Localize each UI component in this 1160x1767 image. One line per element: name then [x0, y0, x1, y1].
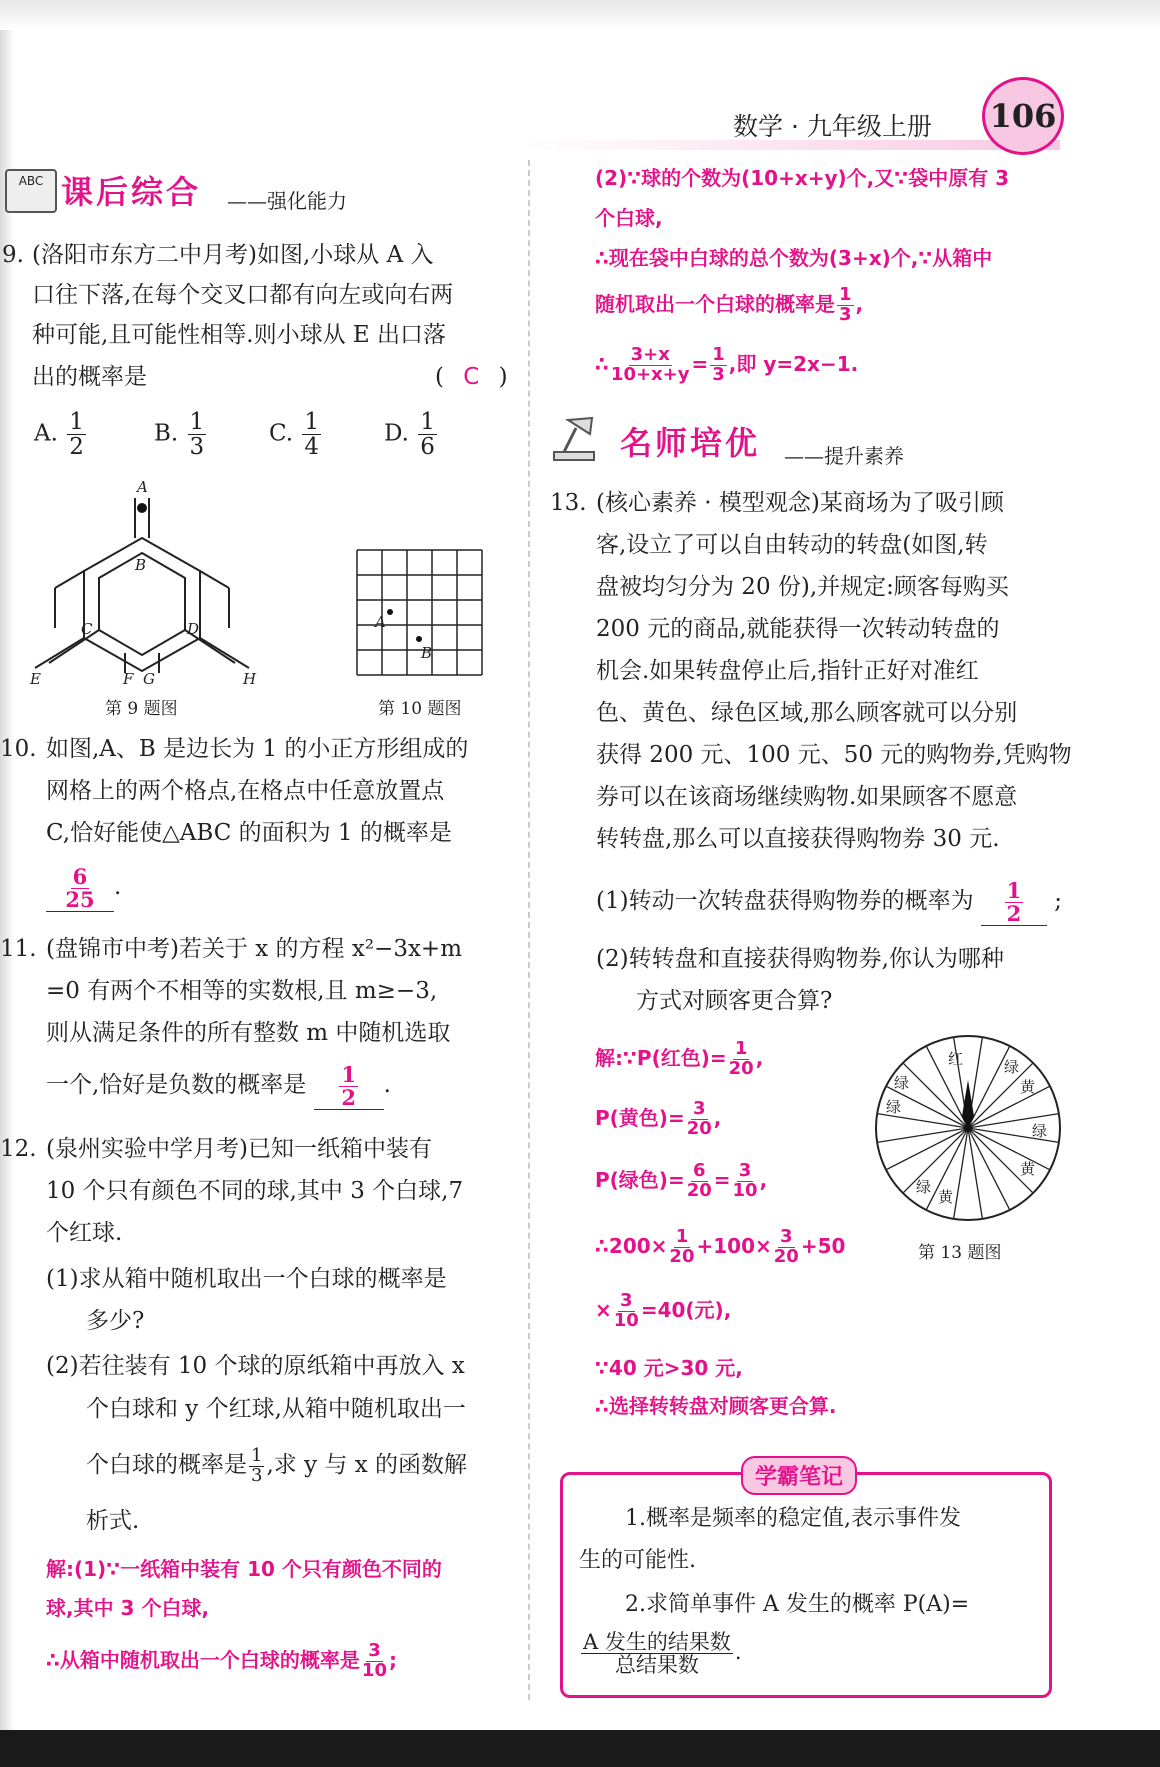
section-heading-2: [548, 412, 948, 468]
q9-label-f: F: [123, 670, 134, 688]
notes-line3: 2.求简单事件 A 发生的概率 P(A)=: [625, 1592, 970, 1617]
q13-caption: 第 13 题图: [918, 1243, 1002, 1263]
column-divider: [528, 160, 530, 1700]
q9-label-h: H: [243, 670, 257, 688]
notes-line2: 生的可能性.: [579, 1548, 696, 1573]
q12-part2-a: (2)若往装有 10 个球的原纸箱中再放入 x: [46, 1353, 465, 1379]
q11-line2: =0 有两个不相等的实数根,且 m≥−3,: [46, 978, 438, 1004]
q13-spinner-figure: [870, 1030, 1066, 1226]
q9-label-a: A: [137, 478, 148, 496]
page-bottom-band: [0, 1730, 1160, 1767]
section-title-2: 名师培优: [620, 424, 761, 462]
q12-solution-6: ∴现在袋中白球的总个数为(3+x)个,∵从箱中: [595, 246, 993, 270]
q9-option-a: A. $\frac{1}{2}$: [34, 409, 84, 461]
q13-line1: (核心素养 · 模型观念)某商场为了吸引顾: [596, 490, 1004, 516]
q9-option-c: C. $\frac{1}{4}$: [269, 409, 320, 461]
q12-part2-d: 析式.: [86, 1508, 140, 1534]
q10-caption: 第 10 题图: [378, 699, 462, 719]
wheel-label-green-5: 绿: [916, 1178, 932, 1196]
wheel-label-yellow-2: 黄: [1020, 1160, 1036, 1178]
page-number-badge: [982, 77, 1064, 155]
q13-solution-7: ∴选择转转盘对顾客更合算.: [595, 1394, 837, 1418]
wheel-label-red: 红: [948, 1050, 964, 1068]
q11-line1: (盘锦市中考)若关于 x 的方程 x²−3x+m: [46, 936, 462, 962]
q9-figure: [25, 478, 265, 688]
q11-number: 11.: [0, 936, 37, 962]
q12-solution-3: ∴从箱中随机取出一个白球的概率是 $\frac{3}{10}$ ;: [46, 1640, 397, 1681]
q12-line1: (泉州实验中学月考)已知一纸箱中装有: [46, 1136, 432, 1162]
q12-line2: 10 个只有颜色不同的球,其中 3 个白球,7: [46, 1178, 464, 1204]
q12-line3: 个红球.: [46, 1220, 123, 1246]
lamp-icon: [548, 412, 604, 464]
q13-line7: 获得 200 元、100 元、50 元的购物券,凭购物: [596, 742, 1072, 768]
q12-part1-a: (1)求从箱中随机取出一个白球的概率是: [46, 1266, 447, 1292]
page-top-band: [0, 0, 1160, 30]
wheel-label-yellow-3: 黄: [938, 1188, 954, 1206]
q12-solution-1: 解:(1)∵一纸箱中装有 10 个只有颜色不同的: [46, 1557, 442, 1581]
q9-line4: 出的概率是: [32, 364, 147, 390]
q10-number: 10.: [0, 736, 37, 762]
q13-solution-6: ∵40 元>30 元,: [595, 1356, 743, 1380]
q10-line3: C,恰好能使△ABC 的面积为 1 的概率是: [46, 820, 452, 846]
q13-line5: 机会.如果转盘停止后,指针正好对准红: [596, 658, 979, 684]
q9-ball: [137, 503, 147, 513]
q10-grid-figure: [355, 548, 485, 678]
section-subtitle-2: ——提升素养: [784, 444, 904, 468]
q9-answer: C: [463, 364, 480, 390]
q13-solution-1: 解:∵P(红色)= $\frac{1}{20}$ ,: [595, 1038, 764, 1079]
notes-formula: $\frac{\text{A 发生的结果数}}{\text{总结果数}}$ .: [583, 1630, 742, 1678]
q9-label-c: C: [81, 620, 93, 638]
q9-answer-bracket: ( C ): [435, 364, 508, 390]
notes-line1: 1.概率是频率的稳定值,表示事件发: [625, 1506, 961, 1531]
q13-line2: 客,设立了可以自由转动的转盘(如图,转: [596, 532, 988, 558]
q13-line9: 转转盘,那么可以直接获得购物券 30 元.: [596, 826, 1000, 852]
q10-line2: 网格上的两个格点,在格点中任意放置点: [46, 778, 445, 804]
q9-line1: (洛阳市东方二中月考)如图,小球从 A 入: [32, 242, 434, 268]
q9-option-b: B. $\frac{1}{3}$: [154, 409, 205, 461]
q13-part1: (1)转动一次转盘获得购物券的概率为 $\frac{1}{2}$ ;: [596, 878, 1062, 927]
q10-answer: $\frac{6}{25}$ .: [46, 866, 121, 912]
q9-line3: 种可能,且可能性相等.则小球从 E 出口落: [32, 322, 447, 348]
q13-number: 13.: [550, 490, 587, 516]
q12-part2-b: 个白球和 y 个红球,从箱中随机取出一: [86, 1396, 466, 1422]
q13-solution-5: × $\frac{3}{10}$ =40(元),: [595, 1290, 732, 1331]
header-subject: 数学 · 九年级上册: [733, 112, 932, 141]
q11-line4: 一个,恰好是负数的概率是 $\frac{1}{2}$ .: [46, 1062, 391, 1111]
q9-caption: 第 9 题图: [105, 699, 178, 719]
section-title-1: 课后综合: [61, 173, 202, 211]
q12-solution-7: 随机取出一个白球的概率是 $\frac{1}{3}$ ,: [595, 284, 864, 325]
q13-solution-3: P(绿色)= $\frac{6}{20}$ = $\frac{3}{10}$ ,: [595, 1160, 768, 1201]
q13-part2-a: (2)转转盘和直接获得购物券,你认为哪种: [596, 946, 1004, 972]
q13-part2-b: 方式对顾客更合算?: [636, 988, 833, 1014]
q9-label-d: D: [187, 620, 200, 638]
q9-option-d: D. $\frac{1}{6}$: [384, 409, 435, 461]
q10-point-a: [387, 609, 393, 615]
q12-number: 12.: [0, 1136, 37, 1162]
q12-solution-5: 个白球,: [595, 206, 663, 230]
q9-label-e: E: [30, 670, 41, 688]
q10-line1: 如图,A、B 是边长为 1 的小正方形组成的: [46, 736, 469, 762]
q10-label-a: A: [375, 613, 386, 631]
page-number: 106: [989, 97, 1057, 135]
q13-solution-4: ∴200× $\frac{1}{20}$ +100× $\frac{3}{20}$ +50: [595, 1226, 846, 1267]
q13-line4: 200 元的商品,就能获得一次转动转盘的: [596, 616, 1000, 642]
q12-solution-4: (2)∵球的个数为(10+x+y)个,又∵袋中原有 3: [595, 166, 1010, 190]
wheel-label-yellow-1: 黄: [1020, 1078, 1036, 1096]
section-heading-1: [5, 165, 395, 215]
q12-solution-8: ∴ $\frac{3+x}{10+x+y}$ = $\frac{1}{3}$ ,即 y=2x−1.: [595, 344, 859, 385]
q11-line3: 则从满足条件的所有整数 m 中随机选取: [46, 1020, 451, 1046]
wheel-label-green-3: 绿: [886, 1098, 902, 1116]
q9-line2: 口往下落,在每个交叉口都有向左或向右两: [32, 282, 454, 308]
q13-line6: 色、黄色、绿色区域,那么顾客就可以分别: [596, 700, 1018, 726]
q9-number: 9.: [2, 242, 24, 268]
q9-label-b: B: [135, 556, 147, 574]
q9-label-g: G: [143, 670, 155, 688]
wheel-label-green-1: 绿: [1004, 1058, 1020, 1076]
study-notes-box: [560, 1465, 1052, 1698]
q12-solution-2: 球,其中 3 个白球,: [46, 1596, 210, 1620]
q12-part1-b: 多少?: [86, 1308, 145, 1334]
study-notes-title: 学霸笔记: [741, 1456, 857, 1495]
abc-icon: ABC: [5, 169, 57, 213]
q10-point-b: [416, 636, 422, 642]
q12-part2-c: 个白球的概率是 $\frac{1}{3}$ ,求 y 与 x 的函数解: [86, 1444, 467, 1486]
q13-line8: 券可以在该商场继续购物.如果顾客不愿意: [596, 784, 1018, 810]
q10-label-b: B: [421, 644, 433, 662]
wheel-label-green-2: 绿: [894, 1074, 910, 1092]
section-subtitle-1: ——强化能力: [227, 189, 347, 213]
wheel-label-green-4: 绿: [1032, 1122, 1048, 1140]
q13-line3: 盘被均匀分为 20 份),并规定:顾客每购买: [596, 574, 1009, 600]
q13-solution-2: P(黄色)= $\frac{3}{20}$ ,: [595, 1098, 722, 1139]
